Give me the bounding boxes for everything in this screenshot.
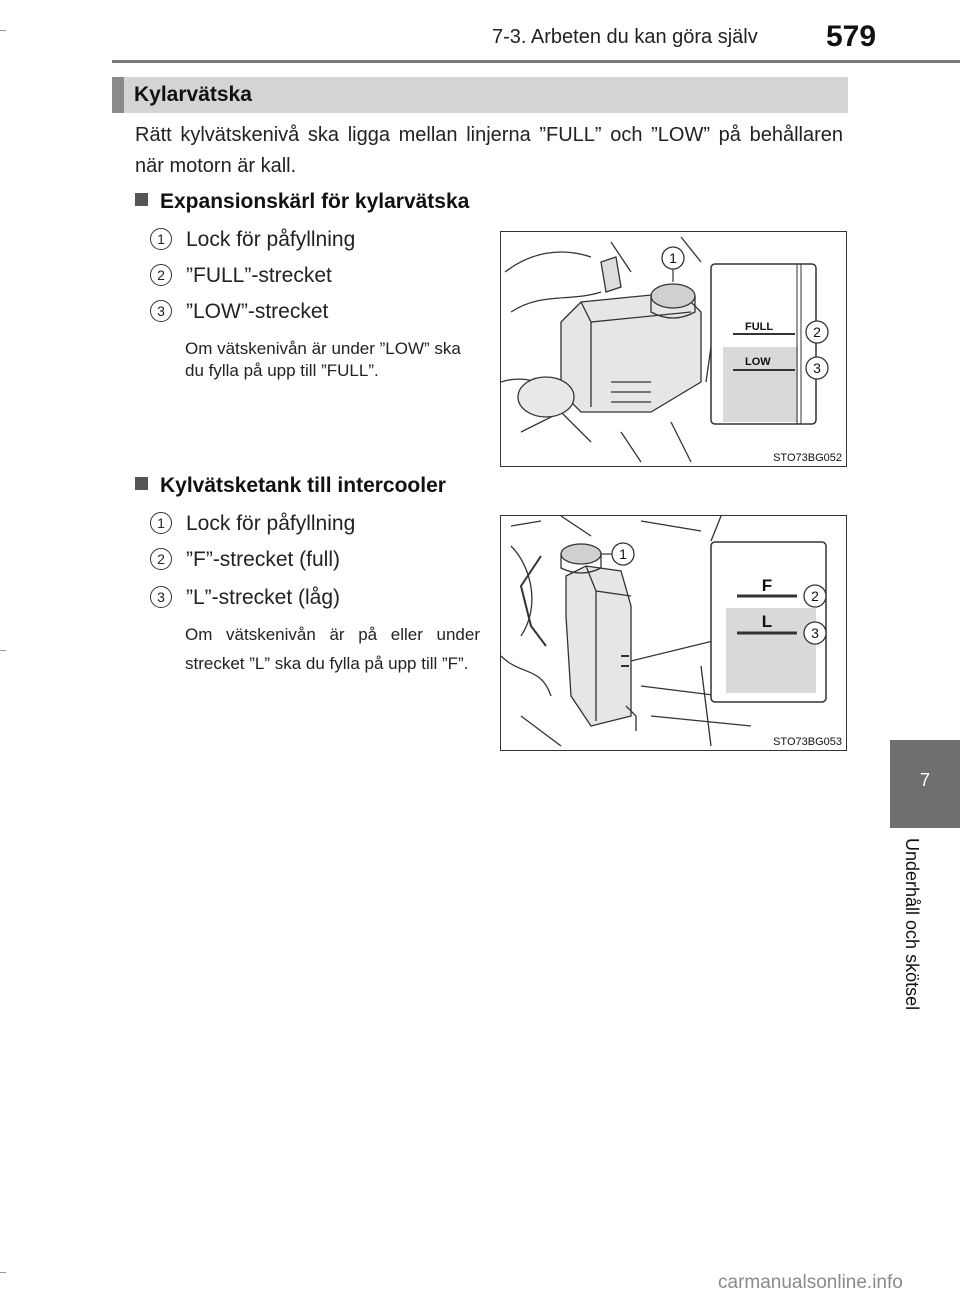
- note-text: Om vätskenivån är på eller under strecket ”L” ska du fylla på upp till ”F”.: [185, 625, 480, 673]
- running-header: 7-3. Arbeten du kan göra själv: [492, 26, 758, 48]
- list-item-label: Lock för påfyllning: [186, 228, 356, 251]
- figure-expansion-tank: [500, 231, 847, 467]
- figure-code: STO73BG052: [773, 452, 842, 464]
- subheading-expansion-tank: [135, 190, 469, 214]
- low-mark-label: LOW: [745, 356, 771, 368]
- subheading-text: Expansionskärl för kylarvätska: [160, 190, 470, 213]
- number-circle-icon: 2: [150, 548, 172, 570]
- list-item-label: ”LOW”-strecket: [186, 300, 329, 323]
- crop-mark: [0, 650, 6, 651]
- subheading-intercooler-tank: [135, 474, 446, 498]
- callout-number: 1: [619, 546, 627, 562]
- figure-intercooler-tank: [500, 515, 847, 751]
- crop-mark: [0, 30, 6, 31]
- square-bullet-icon: [135, 477, 148, 490]
- engine-bay-illustration: [501, 232, 845, 465]
- subheading-text: Kylvätsketank till intercooler: [160, 474, 446, 497]
- list-item-label: ”FULL”-strecket: [186, 264, 332, 287]
- callout-number: 1: [669, 250, 677, 266]
- list-item: [150, 512, 355, 536]
- note-text: Om vätskenivån är under ”LOW” ska du fylla på upp till ”FULL”.: [185, 339, 461, 380]
- chapter-tab[interactable]: [890, 740, 960, 828]
- list-item-label: Lock för påfyllning: [186, 512, 356, 535]
- f-mark-label: F: [761, 576, 773, 595]
- section-title-accent: [112, 77, 124, 113]
- list-item: [150, 228, 355, 252]
- list-item-label: ”F”-strecket (full): [186, 548, 340, 571]
- list-item: [150, 300, 328, 324]
- number-circle-icon: 1: [150, 512, 172, 534]
- crop-mark: [0, 1272, 6, 1273]
- list-item-label: ”L”-strecket (låg): [186, 586, 341, 609]
- number-circle-icon: 3: [150, 300, 172, 322]
- callout-number: 3: [813, 360, 821, 376]
- chapter-label: [896, 838, 926, 1038]
- intro-paragraph: Rätt kylvätskenivå ska ligga mellan linjerna ”FULL” och ”LOW” på behållaren när motorn är kall.: [135, 124, 843, 177]
- callout-number: 2: [813, 324, 821, 340]
- list-item: [150, 586, 340, 610]
- number-circle-icon: 1: [150, 228, 172, 250]
- page-number: 579: [826, 20, 877, 53]
- intercooler-illustration: [501, 516, 845, 749]
- callout-number: 2: [811, 588, 819, 604]
- list-item: [150, 548, 340, 572]
- callout-number: 3: [811, 625, 819, 641]
- chapter-label-text: Underhåll och skötsel: [902, 838, 922, 1011]
- square-bullet-icon: [135, 193, 148, 206]
- list-item: [150, 264, 332, 288]
- number-circle-icon: 2: [150, 264, 172, 286]
- full-mark-label: FULL: [745, 321, 774, 333]
- chapter-number: 7: [919, 770, 930, 790]
- watermark: carmanualsonline.info: [718, 1272, 903, 1293]
- section-title-bar: [112, 77, 848, 113]
- l-mark-label: L: [761, 612, 773, 631]
- figure-code: STO73BG053: [773, 736, 842, 748]
- header-rule: [112, 60, 960, 63]
- section-title: Kylarvätska: [134, 83, 252, 106]
- number-circle-icon: 3: [150, 586, 172, 608]
